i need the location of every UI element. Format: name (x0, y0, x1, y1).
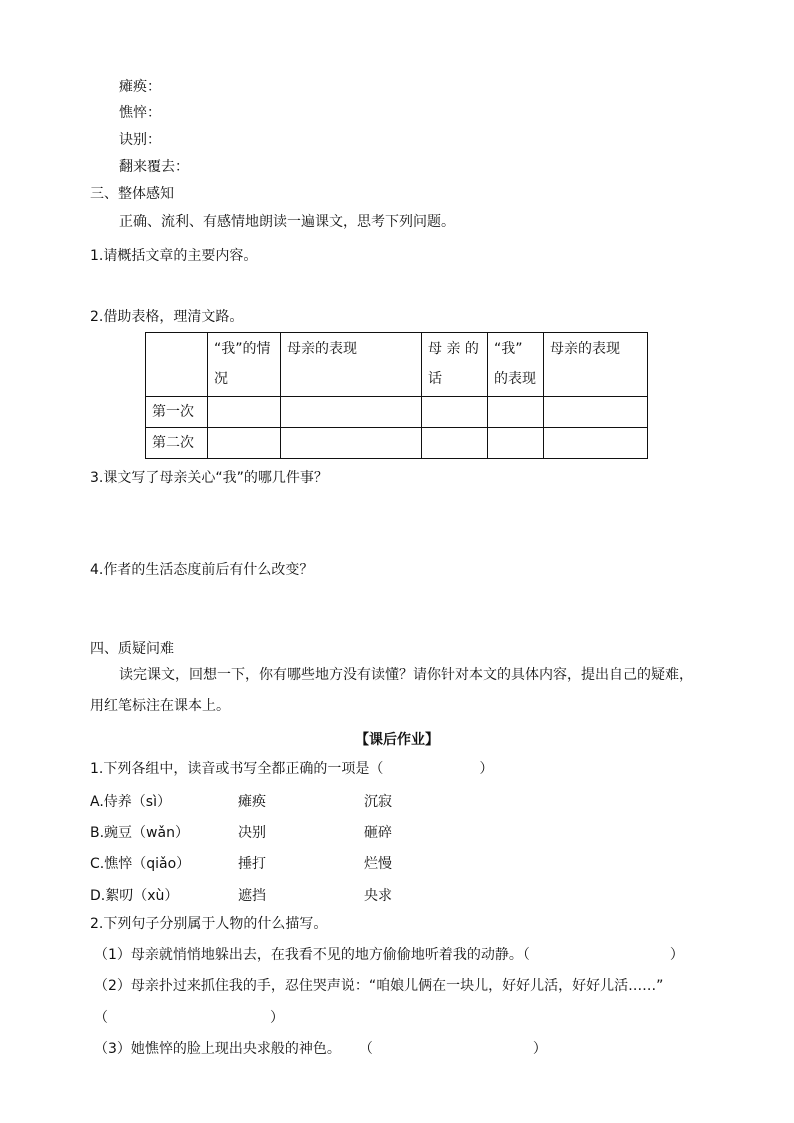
option-c-label: C.憔悴（qiǎo） (90, 856, 191, 872)
section-intro: 正确、流利、有感情地朗读一遍课文，思考下列问题。 (119, 214, 455, 230)
option-c-word: 捶打 (238, 856, 266, 872)
table-cell[interactable] (544, 428, 648, 459)
question-paren-close: ） (479, 761, 494, 777)
option-d-label: D.絮叨（xù） (90, 888, 179, 904)
option-d-word: 遮挡 (238, 888, 266, 904)
section-text: 读完课文，回想一下，你有哪些地方没有读懂？请你针对本文的具体内容，提出自己的疑难，用红笔标注在课本上。 (90, 667, 693, 714)
section-title: 四、质疑问难 (90, 641, 174, 657)
option-b-label: B.豌豆（wǎn） (90, 825, 189, 841)
homework-title: 【课后作业】 (355, 732, 439, 748)
table-cell[interactable] (422, 397, 488, 428)
sentence-item: （2）母亲扑过来抓住我的手，忍住哭声说：“咱娘儿俩在一块儿，好好儿活，好好儿活……” (94, 978, 664, 994)
option-b-word: 砸碎 (364, 825, 392, 841)
question: 2.借助表格，理清文路。 (90, 309, 244, 325)
section-title: 三、整体感知 (90, 186, 174, 202)
table-cell[interactable] (208, 428, 281, 459)
table-cell[interactable] (544, 397, 648, 428)
table-cell[interactable] (488, 397, 544, 428)
table-cell[interactable] (422, 428, 488, 459)
question (90, 760, 493, 778)
table-header-cell: 母 亲 的话 (422, 333, 488, 397)
vocab-item: 诀别： (119, 132, 161, 148)
structure-table (145, 332, 648, 459)
question: 2.下列句子分别属于人物的什么描写。 (90, 916, 328, 932)
option-a-word: 沉寂 (364, 794, 392, 810)
option-d-word: 央求 (364, 888, 392, 904)
question-text: 1.下列各组中，读音或书写全都正确的一项是（ (90, 761, 384, 777)
table-cell[interactable] (281, 397, 422, 428)
sentence-item (94, 946, 684, 964)
table-header-cell: 母亲的表现 (544, 333, 648, 397)
question: 1.请概括文章的主要内容。 (90, 248, 258, 264)
table-cell[interactable] (208, 397, 281, 428)
table-header-cell: “我” 的表现 (488, 333, 544, 397)
answer-line (94, 1009, 284, 1027)
table-row-label: 第二次 (146, 428, 208, 459)
option-a-label: A.侍养（sì） (90, 794, 171, 810)
sentence-text: （1）母亲就悄悄地躲出去，在我看不见的地方偷偷地听着我的动静。（ (94, 947, 530, 963)
vocab-item: 憔悴： (119, 105, 161, 121)
sentence-paren-open: （ (94, 1010, 108, 1026)
table-header-cell (146, 333, 208, 397)
question: 3.课文写了母亲关心“我”的哪几件事？ (90, 470, 328, 486)
vocab-item: 翻来覆去： (119, 159, 189, 175)
table-cell[interactable] (281, 428, 422, 459)
option-a-word: 瘫痪 (238, 794, 266, 810)
table-header-row (146, 333, 648, 397)
sentence-item (94, 1040, 547, 1058)
table-row-label: 第一次 (146, 397, 208, 428)
sentence-paren-open: （ (358, 1041, 373, 1057)
sentence-paren-close: ） (669, 947, 684, 963)
table-row (146, 397, 648, 428)
table-row (146, 428, 648, 459)
sentence-paren-close: ） (270, 1010, 284, 1026)
option-b-word: 决别 (238, 825, 266, 841)
option-c-word: 烂慢 (364, 856, 392, 872)
sentence-paren-close: ） (532, 1041, 547, 1057)
table-cell[interactable] (488, 428, 544, 459)
vocab-item: 瘫痪： (119, 79, 161, 95)
sentence-text: （3）她憔悴的脸上现出央求般的神色。 (94, 1041, 341, 1057)
table-header-cell: 母亲的表现 (281, 333, 422, 397)
table-header-cell: “我”的情况 (208, 333, 281, 397)
question: 4.作者的生活态度前后有什么改变？ (90, 562, 314, 578)
